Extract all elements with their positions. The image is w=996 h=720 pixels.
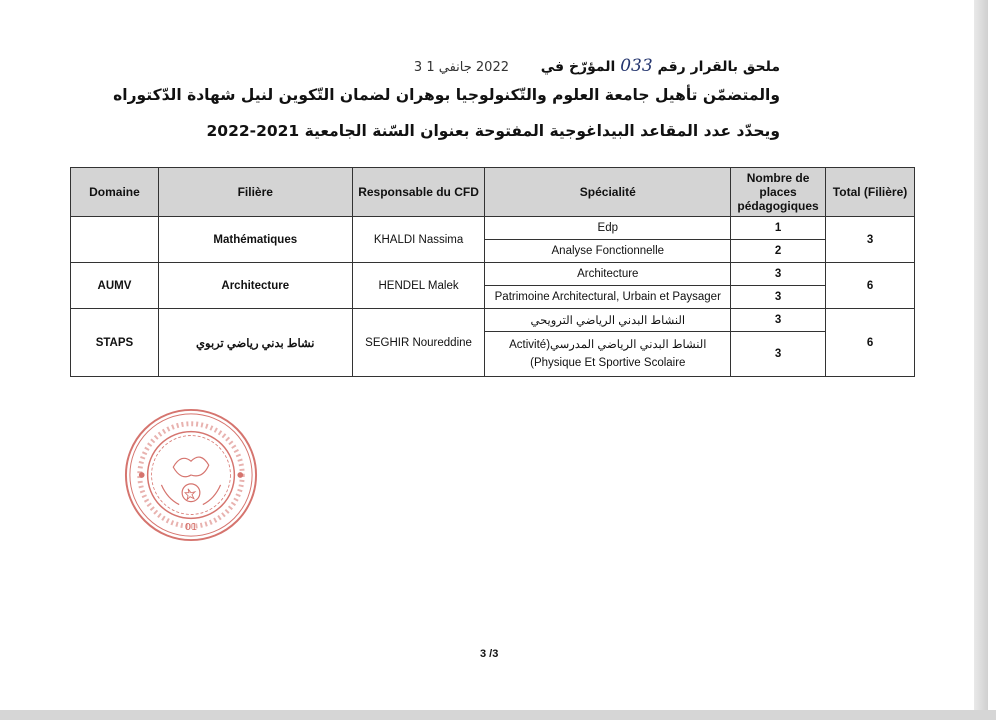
cell-responsable: SEGHIR Noureddine bbox=[352, 309, 485, 377]
cell-places: 3 bbox=[731, 332, 826, 377]
page-edge bbox=[974, 0, 988, 720]
dated-label: المؤرّخ في bbox=[540, 59, 616, 75]
header-filiere: Filière bbox=[158, 168, 352, 217]
cell-total: 3 bbox=[826, 217, 915, 263]
cell-total: 6 bbox=[826, 309, 915, 377]
cell-places: 3 bbox=[731, 263, 826, 286]
cell-specialite: Analyse Fonctionnelle bbox=[485, 240, 731, 263]
date-stamp: 2022 جانفي 1 3 bbox=[413, 60, 509, 75]
table-row bbox=[71, 217, 915, 240]
table-header-row bbox=[71, 168, 915, 217]
seal-number: 01 bbox=[184, 522, 198, 534]
cell-specialite: Patrimoine Architectural, Urbain et Paysager bbox=[485, 286, 731, 309]
cell-domaine bbox=[71, 217, 159, 263]
header-responsable: Responsable du CFD bbox=[352, 168, 485, 217]
cell-filiere: Mathématiques bbox=[158, 217, 352, 263]
page-bottom-edge bbox=[0, 710, 996, 720]
annex-prefix: ملحق بالقرار رقم bbox=[657, 59, 780, 75]
annex-title-line bbox=[70, 56, 780, 76]
cell-responsable: KHALDI Nassima bbox=[352, 217, 485, 263]
cell-specialite: Edp bbox=[485, 217, 731, 240]
seats-table bbox=[70, 167, 915, 377]
header-places: Nombre de places pédagogiques bbox=[731, 168, 826, 217]
header-domaine: Domaine bbox=[71, 168, 159, 217]
decree-subject-line: والمتضمّن تأهيل جامعة العلوم والتّكنولوجيا بوهران لضمان التّكوين لنيل شهادة الدّكتوراه bbox=[113, 86, 780, 104]
decree-number: 033 bbox=[620, 56, 653, 76]
cell-specialite: Architecture bbox=[485, 263, 731, 286]
table-row bbox=[71, 309, 915, 332]
cell-filiere: Architecture bbox=[158, 263, 352, 309]
cell-total: 6 bbox=[826, 263, 915, 309]
cell-responsable: HENDEL Malek bbox=[352, 263, 485, 309]
decree-seats-line: ويحدّد عدد المقاعد البيداغوجية المفتوحة بعنوان السّنة الجامعية 2021-2022 bbox=[206, 122, 780, 140]
header-specialite: Spécialité bbox=[485, 168, 731, 217]
cell-domaine: STAPS bbox=[71, 309, 159, 377]
cell-places: 3 bbox=[731, 286, 826, 309]
cell-places: 3 bbox=[731, 309, 826, 332]
official-seal-stamp bbox=[122, 406, 260, 544]
header-total: Total (Filière) bbox=[826, 168, 915, 217]
cell-places: 1 bbox=[731, 217, 826, 240]
table-row bbox=[71, 263, 915, 286]
cell-filiere: نشاط بدني رياضي تربوي bbox=[158, 309, 352, 377]
page-number: 3 /3 bbox=[480, 648, 499, 660]
cell-specialite: النشاط البدني الرياضي المدرسي(Activité Physique Et Sportive Scolaire) bbox=[485, 332, 731, 377]
cell-places: 2 bbox=[731, 240, 826, 263]
cell-domaine: AUMV bbox=[71, 263, 159, 309]
cell-specialite: النشاط البدني الرياضي الترويحي bbox=[485, 309, 731, 332]
